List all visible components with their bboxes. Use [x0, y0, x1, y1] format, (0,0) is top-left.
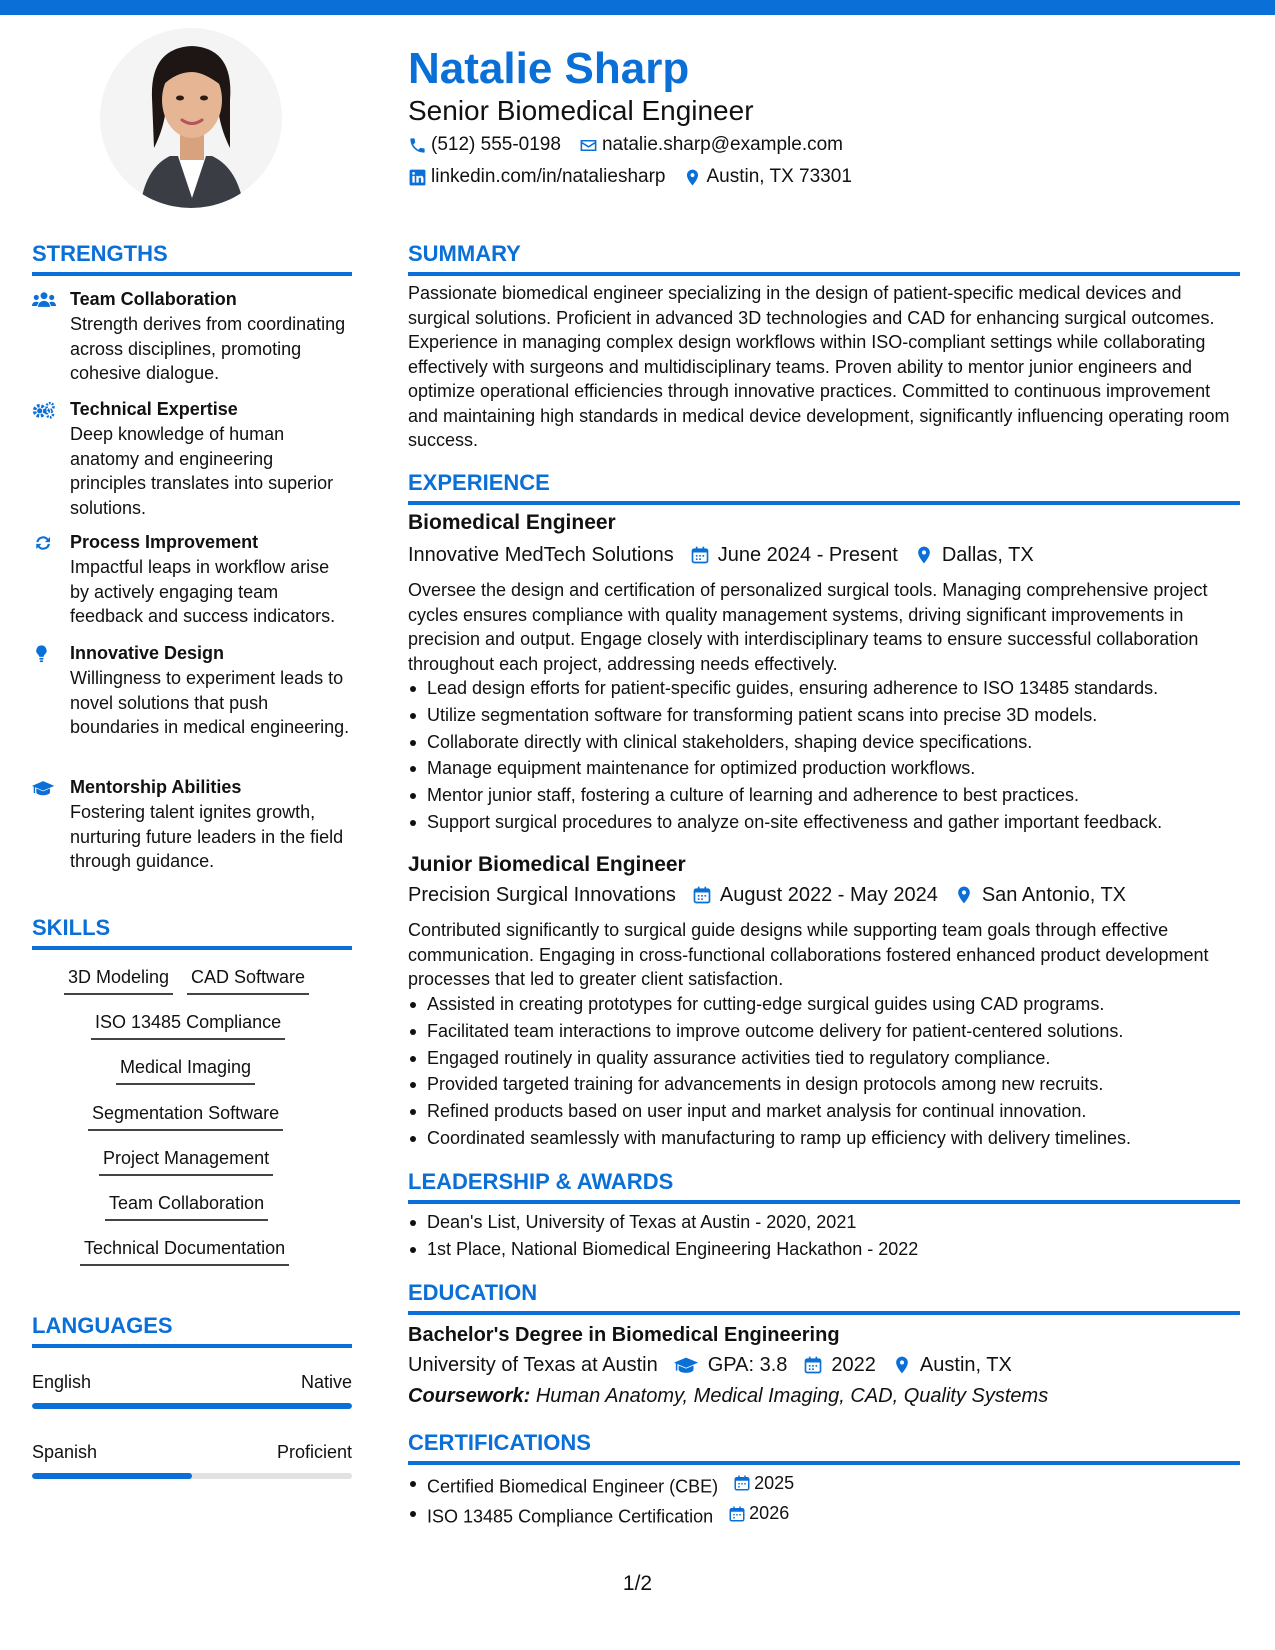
graduation-cap-icon — [32, 778, 56, 798]
candidate-title: Senior Biomedical Engineer — [408, 95, 754, 126]
language-name: Spanish — [32, 1442, 98, 1462]
school-name: University of Texas at Austin — [408, 1354, 658, 1376]
job-description: Oversee the design and certification of personalized surgical tools. Managing comprehensive project cycles ensures compliance with quality management systems, driving significant improvements in precision and output. Engage closely with interdisciplinary teams to ensure successful collaboration throughout each project, addressing needs effectively. — [408, 580, 1208, 674]
job-title: Biomedical Engineer — [408, 511, 616, 534]
language-name: English — [32, 1372, 92, 1392]
strength-description: Fostering talent ignites growth, nurturing future leaders in the field through guidance. — [70, 802, 344, 871]
contact-phone[interactable] — [408, 134, 561, 156]
job-bullet: Manage equipment maintenance for optimized production workflows. — [408, 755, 1240, 782]
profile-photo — [100, 28, 282, 208]
job-bullet: Mentor junior staff, fostering a culture of learning and adherence to best practices. — [408, 782, 1240, 809]
job-location: San Antonio, TX — [981, 884, 1127, 906]
page-number: 1/2 — [622, 1572, 653, 1595]
job-bullet: Provided targeted training for advancements in design protocols among new recruits. — [408, 1071, 1240, 1098]
job-dates: June 2024 - Present — [717, 544, 898, 566]
experience-heading: EXPERIENCE — [408, 469, 1240, 505]
certifications-list — [408, 1470, 1240, 1530]
strengths-heading: STRENGTHS — [32, 240, 352, 276]
strength-title: Process Improvement — [70, 532, 259, 552]
gears-icon — [32, 400, 56, 420]
skill-tag: Medical Imaging — [116, 1054, 255, 1085]
language-level: Native — [300, 1372, 352, 1392]
map-pin-icon — [954, 885, 974, 905]
certification-year: 2026 — [749, 1503, 790, 1524]
gpa-text: GPA: 3.8 — [707, 1354, 788, 1376]
job-bullet: Lead design efforts for patient-specific guides, ensuring adherence to ISO 13485 standards. — [408, 675, 1240, 702]
envelope-icon — [579, 136, 598, 155]
education-heading: EDUCATION — [408, 1279, 1240, 1315]
linkedin-icon — [408, 168, 427, 187]
strength-title: Technical Expertise — [70, 399, 238, 419]
skill-tag: 3D Modeling — [64, 964, 173, 995]
map-pin-icon — [892, 1355, 912, 1375]
job-bullet: Engaged routinely in quality assurance activities tied to regulatory compliance. — [408, 1045, 1240, 1072]
summary-heading: SUMMARY — [408, 240, 1240, 276]
summary-text: Passionate biomedical engineer specializing in the design of patient-specific medical devices and surgical solutions. Proficient in advanced 3D technologies and CAD for enhancing surgical outcomes. Experience in managing complex design workflows within ISO-compliant settings while collaborating effectively with surgeons and multidisciplinary teams. Proven ability to mentor junior engineers and optimize operational efficiencies through innovative practices. Committed to continuous improvement and maintaining high standards in medical device development, significantly influencing operating room success. — [408, 283, 1230, 450]
strength-title: Team Collaboration — [70, 289, 237, 309]
refresh-icon — [32, 533, 56, 553]
award-item: 1st Place, National Biomedical Engineering Hackathon - 2022 — [408, 1236, 1240, 1263]
job-bullet: Support surgical procedures to analyze on-site effectiveness and gather important feedback. — [408, 809, 1240, 836]
skills-heading: SKILLS — [32, 914, 352, 950]
certification-name: Certified Biomedical Engineer (CBE) — [427, 1476, 719, 1497]
skill-tag: ISO 13485 Compliance — [91, 1009, 285, 1040]
coursework-text: Human Anatomy, Medical Imaging, CAD, Quality Systems — [535, 1385, 1049, 1407]
map-pin-icon — [914, 545, 934, 565]
skill-tag: Team Collaboration — [105, 1190, 268, 1221]
calendar-icon — [803, 1355, 823, 1375]
strength-item — [32, 287, 352, 386]
contact-row-1 — [408, 134, 861, 156]
degree-title: Bachelor's Degree in Biomedical Engineering — [408, 1324, 840, 1346]
candidate-name: Natalie Sharp — [408, 44, 690, 93]
contact-email[interactable] — [579, 134, 843, 156]
school-location: Austin, TX — [919, 1354, 1012, 1376]
top-accent-bar — [0, 0, 1275, 15]
job-bullet: Refined products based on user input and market analysis for continual innovation. — [408, 1098, 1240, 1125]
job-bullet: Utilize segmentation software for transforming patient scans into precise 3D models. — [408, 702, 1240, 729]
calendar-icon — [690, 545, 710, 565]
job-bullet: Collaborate directly with clinical stakeholders, shaping device specifications. — [408, 729, 1240, 756]
skill-tag: Segmentation Software — [88, 1100, 283, 1131]
calendar-icon — [728, 1505, 746, 1523]
calendar-icon — [692, 885, 712, 905]
map-pin-icon — [683, 168, 702, 187]
job-company: Innovative MedTech Solutions — [408, 544, 674, 566]
strength-item — [32, 530, 352, 629]
job-bullet: Coordinated seamlessly with manufacturing to ramp up efficiency with delivery timelines. — [408, 1125, 1240, 1152]
awards-list — [408, 1209, 1240, 1263]
job-title: Junior Biomedical Engineer — [408, 853, 686, 876]
strength-item — [32, 775, 352, 874]
language-proficiency-fill — [32, 1473, 192, 1479]
graduation-year: 2022 — [831, 1354, 876, 1376]
language-item — [32, 1440, 352, 1479]
language-proficiency-bar — [32, 1473, 352, 1479]
certification-name: ISO 13485 Compliance Certification — [427, 1506, 714, 1527]
education-meta — [408, 1351, 1028, 1379]
job-dates: August 2022 - May 2024 — [719, 884, 938, 906]
language-level: Proficient — [276, 1442, 352, 1462]
certification-item — [408, 1470, 1240, 1500]
location-text: Austin, TX 73301 — [706, 166, 852, 187]
language-proficiency-bar — [32, 1403, 352, 1409]
job-bullets — [408, 991, 1240, 1152]
calendar-icon — [733, 1474, 751, 1492]
strength-title: Innovative Design — [70, 643, 225, 663]
phone-text: (512) 555-0198 — [431, 134, 561, 155]
strength-description: Impactful leaps in workflow arise by actively engaging team feedback and success indicators. — [70, 557, 336, 626]
contact-location — [683, 166, 851, 188]
job-location: Dallas, TX — [941, 544, 1034, 566]
linkedin-text: linkedin.com/in/nataliesharp — [431, 166, 666, 187]
strength-description: Strength derives from coordinating across disciplines, promoting cohesive dialogue. — [70, 314, 346, 383]
coursework — [408, 1382, 1048, 1410]
job-bullets — [408, 675, 1240, 836]
award-item: Dean's List, University of Texas at Austin - 2020, 2021 — [408, 1209, 1240, 1236]
strength-item — [32, 641, 352, 740]
certifications-heading: CERTIFICATIONS — [408, 1429, 1240, 1465]
language-proficiency-fill — [32, 1403, 352, 1409]
contact-linkedin[interactable] — [408, 166, 665, 188]
job-description: Contributed significantly to surgical guide designs while supporting team goals through effective communication. Engaging in cross-functional collaborations fostered enhanced product development processes that led to greater client satisfaction. — [408, 920, 1209, 989]
language-item — [32, 1370, 352, 1409]
skill-tag: Technical Documentation — [80, 1235, 289, 1266]
certification-year: 2025 — [754, 1473, 795, 1493]
languages-heading: LANGUAGES — [32, 1312, 352, 1348]
strength-item — [32, 397, 352, 520]
job-meta — [408, 881, 1142, 909]
coursework-label: Coursework: — [408, 1385, 531, 1407]
phone-icon — [408, 136, 427, 155]
strength-description: Deep knowledge of human anatomy and engineering principles translates into superior solutions. — [70, 424, 334, 518]
users-icon — [32, 290, 56, 310]
job-meta — [408, 541, 1050, 569]
certification-item — [408, 1500, 1240, 1530]
job-company: Precision Surgical Innovations — [408, 884, 676, 906]
job-bullet: Assisted in creating prototypes for cutting-edge surgical guides using CAD programs. — [408, 991, 1240, 1018]
strength-title: Mentorship Abilities — [70, 777, 242, 797]
job-bullet: Facilitated team interactions to improve outcome delivery for patient-centered solutions. — [408, 1018, 1240, 1045]
strength-description: Willingness to experiment leads to novel solutions that push boundaries in medical engineering. — [70, 668, 350, 737]
email-text: natalie.sharp@example.com — [601, 134, 844, 155]
skill-tag: Project Management — [99, 1145, 273, 1176]
skill-tag: CAD Software — [187, 964, 309, 995]
graduation-cap-icon — [674, 1355, 700, 1375]
contact-row-2 — [408, 166, 870, 188]
lightbulb-icon — [32, 644, 56, 664]
awards-heading: LEADERSHIP & AWARDS — [408, 1168, 1240, 1204]
